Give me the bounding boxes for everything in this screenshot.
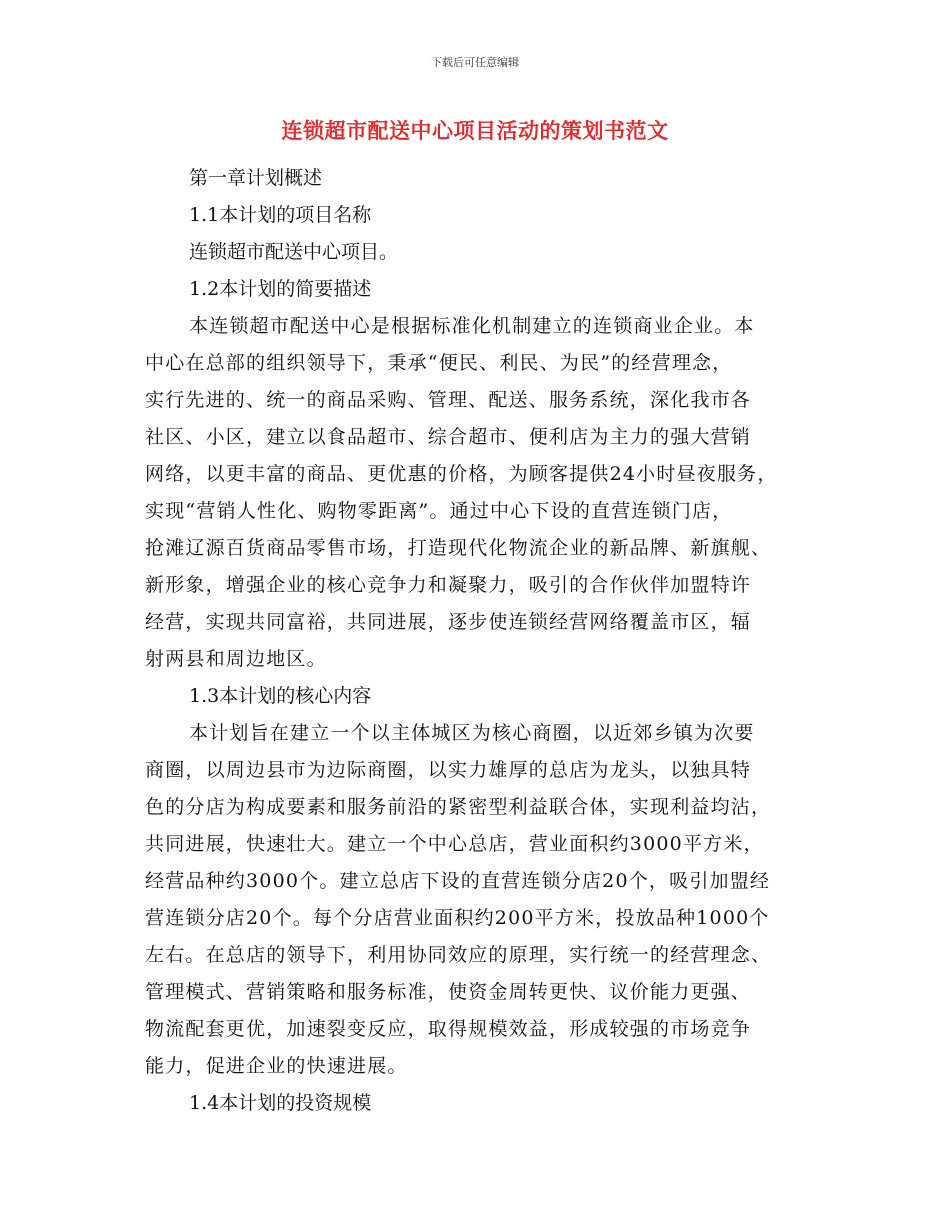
paragraph-line: 本连锁超市配送中心是根据标准化机制建立的连锁商业企业。本 — [189, 315, 755, 337]
paragraph-line: 经营品种约3000个。建立总店下设的直营连锁分店20个，吸引加盟经 — [145, 870, 771, 892]
paragraph-line: 共同进展，快速壮大。建立一个中心总店，营业面积约3000平方米， — [145, 833, 764, 855]
chapter-heading: 第一章计划概述 — [189, 167, 323, 189]
paragraph-line: 能力，促进企业的快速进展。 — [145, 1055, 408, 1077]
paragraph-line: 色的分店为构成要素和服务前沿的紧密型利益联合体，实现利益均沾， — [145, 796, 772, 818]
paragraph-line: 射两县和周边地区。 — [145, 648, 327, 670]
section-1-4-heading: 1.4本计划的投资规模 — [189, 1092, 372, 1114]
paragraph-line: 管理模式、营销策略和服务标准，使资金周转更快、议价能力更强、 — [145, 981, 752, 1003]
section-1-1-heading: 1.1本计划的项目名称 — [189, 204, 372, 226]
section-1-2-paragraph — [145, 308, 835, 678]
paragraph-line: 实现“营销人性化、购物零距离”。通过中心下设的直营连锁门店， — [145, 500, 733, 522]
document-title: 连锁超市配送中心项目活动的策划书范文 — [281, 118, 669, 143]
section-1-2-heading: 1.2本计划的简要描述 — [189, 278, 372, 300]
paragraph-line: 经营，实现共同富裕，共同进展，逐步使连锁经营网络覆盖市区，辐 — [145, 611, 752, 633]
paragraph-line: 中心在总部的组织领导下，秉承“便民、利民、为民”的经营理念， — [145, 352, 733, 374]
section-1-3-heading: 1.3本计划的核心内容 — [189, 685, 372, 707]
paragraph-line: 网络，以更丰富的商品、更优惠的价格，为顾客提供24小时昼夜服务， — [145, 463, 778, 485]
paragraph-line: 左右。在总店的领导下，利用协同效应的原理，实行统一的经营理念、 — [145, 944, 772, 966]
header-note: 下载后可任意编辑 — [431, 56, 519, 69]
paragraph-line: 实行先进的、统一的商品采购、管理、配送、服务系统，深化我市各 — [145, 389, 752, 411]
section-1-1-text: 连锁超市配送中心项目。 — [189, 241, 399, 263]
section-1-3-paragraph — [145, 715, 835, 1085]
paragraph-line: 营连锁分店20个。每个分店营业面积约200平方米，投放品种1000个 — [145, 907, 770, 929]
paragraph-line: 抢滩辽源百货商品零售市场，打造现代化物流企业的新品牌、新旗舰、 — [145, 537, 772, 559]
paragraph-line: 物流配套更优，加速裂变反应，取得规模效益，形成较强的市场竞争 — [145, 1018, 752, 1040]
paragraph-line: 社区、小区，建立以食品超市、综合超市、便利店为主力的强大营销 — [145, 426, 752, 448]
document-body — [145, 160, 835, 1122]
paragraph-line: 本计划旨在建立一个以主体城区为核心商圈，以近郊乡镇为次要 — [189, 722, 755, 744]
paragraph-line: 商圈，以周边县市为边际商圈，以实力雄厚的总店为龙头，以独具特 — [145, 759, 752, 781]
paragraph-line: 新形象，增强企业的核心竞争力和凝聚力，吸引的合作伙伴加盟特许 — [145, 574, 752, 596]
